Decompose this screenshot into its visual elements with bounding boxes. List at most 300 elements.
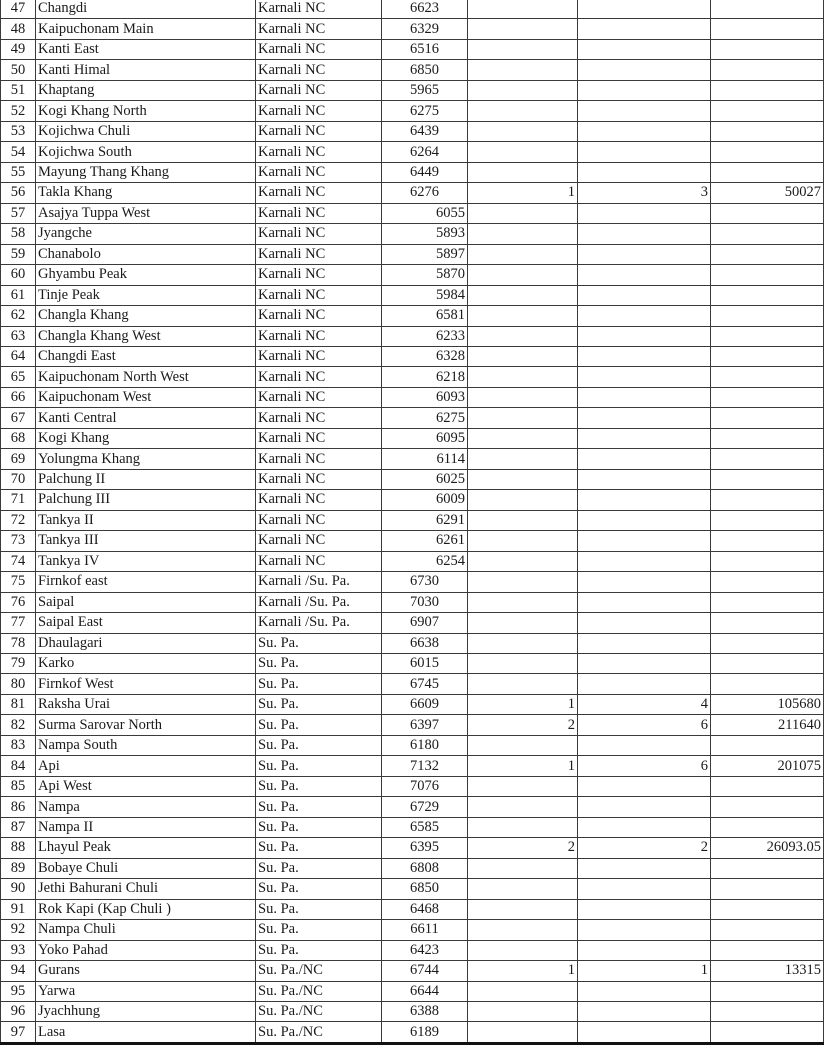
area-cell: Karnali /Su. Pa.: [256, 613, 382, 633]
peak-name-cell: Mayung Thang Khang: [36, 162, 256, 182]
row-number-cell: 65: [1, 367, 36, 387]
table-row: [1, 285, 824, 305]
member-count-cell: [578, 142, 711, 162]
member-count-cell: [578, 490, 711, 510]
area-cell: Su. Pa.: [256, 633, 382, 653]
area-cell: Karnali NC: [256, 203, 382, 223]
royalty-cell: 201075: [711, 756, 824, 776]
royalty-cell: [711, 306, 824, 326]
member-count-cell: [578, 776, 711, 796]
member-count-cell: [578, 162, 711, 182]
team-count-cell: [468, 346, 578, 366]
table-row: [1, 326, 824, 346]
peak-name-cell: Changdi: [36, 0, 256, 19]
row-number-cell: 51: [1, 80, 36, 100]
member-count-cell: [578, 19, 711, 39]
team-count-cell: [468, 797, 578, 817]
royalty-cell: [711, 981, 824, 1001]
royalty-cell: 105680: [711, 694, 824, 714]
area-cell: Su. Pa./NC: [256, 961, 382, 981]
member-count-cell: [578, 306, 711, 326]
royalty-cell: [711, 80, 824, 100]
peak-name-cell: Ghyambu Peak: [36, 265, 256, 285]
team-count-cell: 2: [468, 715, 578, 735]
member-count-cell: [578, 449, 711, 469]
row-number-cell: 63: [1, 326, 36, 346]
area-cell: Su. Pa.: [256, 879, 382, 899]
height-cell: 5965: [382, 80, 468, 100]
height-cell: 6623: [382, 0, 468, 19]
height-cell: 7030: [382, 592, 468, 612]
team-count-cell: [468, 633, 578, 653]
member-count-cell: [578, 367, 711, 387]
peak-name-cell: Kanti Himal: [36, 60, 256, 80]
peak-name-cell: Gurans: [36, 961, 256, 981]
member-count-cell: [578, 981, 711, 1001]
area-cell: Karnali NC: [256, 183, 382, 203]
royalty-cell: [711, 817, 824, 837]
peak-name-cell: Tankya III: [36, 531, 256, 551]
height-cell: 6729: [382, 797, 468, 817]
royalty-cell: 50027: [711, 183, 824, 203]
area-cell: Karnali NC: [256, 19, 382, 39]
table-row: [1, 879, 824, 899]
member-count-cell: [578, 346, 711, 366]
team-count-cell: [468, 326, 578, 346]
team-count-cell: [468, 572, 578, 592]
area-cell: Karnali NC: [256, 346, 382, 366]
table-row: [1, 592, 824, 612]
peak-name-cell: Nampa II: [36, 817, 256, 837]
table-row: [1, 1022, 824, 1043]
table-row: [1, 367, 824, 387]
height-cell: 6638: [382, 633, 468, 653]
row-number-cell: 70: [1, 469, 36, 489]
team-count-cell: [468, 60, 578, 80]
peak-name-cell: Jethi Bahurani Chuli: [36, 879, 256, 899]
height-cell: 5897: [382, 244, 468, 264]
team-count-cell: [468, 551, 578, 571]
member-count-cell: [578, 613, 711, 633]
area-cell: Su. Pa.: [256, 776, 382, 796]
team-count-cell: [468, 449, 578, 469]
area-cell: Karnali NC: [256, 60, 382, 80]
peak-name-cell: Nampa Chuli: [36, 920, 256, 940]
royalty-cell: [711, 654, 824, 674]
royalty-cell: [711, 387, 824, 407]
royalty-cell: [711, 39, 824, 59]
height-cell: 6009: [382, 490, 468, 510]
area-cell: Su. Pa.: [256, 735, 382, 755]
table-row: [1, 449, 824, 469]
royalty-cell: [711, 551, 824, 571]
area-cell: Karnali NC: [256, 285, 382, 305]
royalty-cell: 26093.05: [711, 838, 824, 858]
peak-name-cell: Saipal East: [36, 613, 256, 633]
table-row: [1, 1001, 824, 1021]
height-cell: 6745: [382, 674, 468, 694]
peak-name-cell: Palchung II: [36, 469, 256, 489]
team-count-cell: [468, 776, 578, 796]
team-count-cell: [468, 592, 578, 612]
member-count-cell: [578, 531, 711, 551]
area-cell: Su. Pa.: [256, 674, 382, 694]
height-cell: 6907: [382, 613, 468, 633]
height-cell: 6808: [382, 858, 468, 878]
row-number-cell: 89: [1, 858, 36, 878]
peak-name-cell: Takla Khang: [36, 183, 256, 203]
royalty-cell: [711, 449, 824, 469]
row-number-cell: 96: [1, 1001, 36, 1021]
row-number-cell: 52: [1, 101, 36, 121]
member-count-cell: [578, 899, 711, 919]
row-number-cell: 61: [1, 285, 36, 305]
height-cell: 6397: [382, 715, 468, 735]
area-cell: Karnali NC: [256, 162, 382, 182]
height-cell: 6744: [382, 961, 468, 981]
peak-name-cell: Kogi Khang: [36, 428, 256, 448]
table-row: [1, 776, 824, 796]
team-count-cell: [468, 940, 578, 960]
table-row: [1, 80, 824, 100]
area-cell: Su. Pa./NC: [256, 1001, 382, 1021]
team-count-cell: [468, 244, 578, 264]
row-number-cell: 77: [1, 613, 36, 633]
royalty-cell: 13315: [711, 961, 824, 981]
royalty-cell: [711, 592, 824, 612]
table-row: [1, 224, 824, 244]
area-cell: Karnali NC: [256, 142, 382, 162]
height-cell: 6328: [382, 346, 468, 366]
team-count-cell: [468, 121, 578, 141]
table-row: [1, 183, 824, 203]
height-cell: 6189: [382, 1022, 468, 1043]
royalty-cell: [711, 899, 824, 919]
table-row: [1, 613, 824, 633]
row-number-cell: 91: [1, 899, 36, 919]
peak-name-cell: Asajya Tuppa West: [36, 203, 256, 223]
peak-name-cell: Firnkof West: [36, 674, 256, 694]
area-cell: Karnali /Su. Pa.: [256, 572, 382, 592]
member-count-cell: 6: [578, 756, 711, 776]
team-count-cell: 1: [468, 756, 578, 776]
member-count-cell: 4: [578, 694, 711, 714]
row-number-cell: 59: [1, 244, 36, 264]
peak-name-cell: Kojichwa South: [36, 142, 256, 162]
area-cell: Karnali NC: [256, 428, 382, 448]
peak-name-cell: Jyachhung: [36, 1001, 256, 1021]
team-count-cell: [468, 39, 578, 59]
peak-name-cell: Kanti East: [36, 39, 256, 59]
row-number-cell: 87: [1, 817, 36, 837]
area-cell: Karnali NC: [256, 224, 382, 244]
area-cell: Karnali NC: [256, 121, 382, 141]
area-cell: Karnali NC: [256, 101, 382, 121]
member-count-cell: [578, 80, 711, 100]
table-row: [1, 60, 824, 80]
royalty-cell: [711, 510, 824, 530]
member-count-cell: [578, 469, 711, 489]
height-cell: 6423: [382, 940, 468, 960]
area-cell: Su. Pa.: [256, 756, 382, 776]
member-count-cell: [578, 674, 711, 694]
table-row: [1, 142, 824, 162]
area-cell: Su. Pa.: [256, 797, 382, 817]
row-number-cell: 81: [1, 694, 36, 714]
height-cell: 6395: [382, 838, 468, 858]
royalty-cell: [711, 674, 824, 694]
member-count-cell: [578, 39, 711, 59]
row-number-cell: 69: [1, 449, 36, 469]
row-number-cell: 82: [1, 715, 36, 735]
team-count-cell: [468, 981, 578, 1001]
table-row: [1, 920, 824, 940]
peak-name-cell: Raksha Urai: [36, 694, 256, 714]
member-count-cell: [578, 510, 711, 530]
team-count-cell: [468, 367, 578, 387]
height-cell: 7132: [382, 756, 468, 776]
member-count-cell: [578, 387, 711, 407]
row-number-cell: 72: [1, 510, 36, 530]
height-cell: 6264: [382, 142, 468, 162]
team-count-cell: [468, 469, 578, 489]
member-count-cell: [578, 920, 711, 940]
peak-name-cell: Bobaye Chuli: [36, 858, 256, 878]
row-number-cell: 56: [1, 183, 36, 203]
team-count-cell: [468, 142, 578, 162]
member-count-cell: [578, 1022, 711, 1043]
height-cell: 6254: [382, 551, 468, 571]
row-number-cell: 64: [1, 346, 36, 366]
peak-name-cell: Api West: [36, 776, 256, 796]
height-cell: 6261: [382, 531, 468, 551]
royalty-cell: [711, 326, 824, 346]
area-cell: Su. Pa.: [256, 817, 382, 837]
height-cell: 6233: [382, 326, 468, 346]
table-row: [1, 981, 824, 1001]
row-number-cell: 62: [1, 306, 36, 326]
peak-name-cell: Tankya II: [36, 510, 256, 530]
team-count-cell: 2: [468, 838, 578, 858]
height-cell: 6516: [382, 39, 468, 59]
team-count-cell: [468, 387, 578, 407]
peak-name-cell: Changdi East: [36, 346, 256, 366]
table-row: [1, 633, 824, 653]
royalty-cell: [711, 285, 824, 305]
table-row: [1, 572, 824, 592]
height-cell: 6114: [382, 449, 468, 469]
table-row: [1, 162, 824, 182]
row-number-cell: 57: [1, 203, 36, 223]
height-cell: 6055: [382, 203, 468, 223]
member-count-cell: 2: [578, 838, 711, 858]
peak-name-cell: Jyangche: [36, 224, 256, 244]
area-cell: Karnali NC: [256, 531, 382, 551]
member-count-cell: [578, 244, 711, 264]
peak-name-cell: Surma Sarovar North: [36, 715, 256, 735]
team-count-cell: [468, 817, 578, 837]
member-count-cell: [578, 326, 711, 346]
height-cell: 6850: [382, 879, 468, 899]
royalty-cell: 211640: [711, 715, 824, 735]
height-cell: 6439: [382, 121, 468, 141]
table-row: [1, 735, 824, 755]
height-cell: 6275: [382, 408, 468, 428]
table-row: [1, 101, 824, 121]
height-cell: 6329: [382, 19, 468, 39]
table-row: [1, 244, 824, 264]
row-number-cell: 83: [1, 735, 36, 755]
row-number-cell: 71: [1, 490, 36, 510]
member-count-cell: [578, 224, 711, 244]
team-count-cell: [468, 858, 578, 878]
table-row: [1, 694, 824, 714]
height-cell: 6291: [382, 510, 468, 530]
royalty-cell: [711, 613, 824, 633]
royalty-cell: [711, 469, 824, 489]
table-row: [1, 428, 824, 448]
member-count-cell: [578, 0, 711, 19]
royalty-cell: [711, 1022, 824, 1043]
team-count-cell: [468, 920, 578, 940]
table-row: [1, 408, 824, 428]
table-row: [1, 797, 824, 817]
row-number-cell: 47: [1, 0, 36, 19]
row-number-cell: 85: [1, 776, 36, 796]
peak-name-cell: Rok Kapi (Kap Chuli ): [36, 899, 256, 919]
table-row: [1, 838, 824, 858]
row-number-cell: 88: [1, 838, 36, 858]
peak-name-cell: Yarwa: [36, 981, 256, 1001]
height-cell: 6611: [382, 920, 468, 940]
height-cell: 6015: [382, 654, 468, 674]
row-number-cell: 79: [1, 654, 36, 674]
member-count-cell: [578, 633, 711, 653]
height-cell: 6025: [382, 469, 468, 489]
peak-name-cell: Lhayul Peak: [36, 838, 256, 858]
table-row: [1, 961, 824, 981]
peak-name-cell: Tankya IV: [36, 551, 256, 571]
royalty-cell: [711, 776, 824, 796]
royalty-cell: [711, 19, 824, 39]
table-row: [1, 0, 824, 19]
royalty-cell: [711, 531, 824, 551]
table-row: [1, 899, 824, 919]
member-count-cell: [578, 285, 711, 305]
row-number-cell: 48: [1, 19, 36, 39]
member-count-cell: [578, 551, 711, 571]
peak-name-cell: Tinje Peak: [36, 285, 256, 305]
team-count-cell: [468, 203, 578, 223]
row-number-cell: 58: [1, 224, 36, 244]
team-count-cell: [468, 735, 578, 755]
row-number-cell: 95: [1, 981, 36, 1001]
peak-name-cell: Yolungma Khang: [36, 449, 256, 469]
height-cell: 6449: [382, 162, 468, 182]
team-count-cell: [468, 224, 578, 244]
height-cell: 6585: [382, 817, 468, 837]
peak-name-cell: Api: [36, 756, 256, 776]
royalty-cell: [711, 367, 824, 387]
peak-name-cell: Kaipuchonam West: [36, 387, 256, 407]
member-count-cell: 1: [578, 961, 711, 981]
height-cell: 7076: [382, 776, 468, 796]
row-number-cell: 76: [1, 592, 36, 612]
peak-name-cell: Yoko Pahad: [36, 940, 256, 960]
area-cell: Su. Pa.: [256, 920, 382, 940]
peak-name-cell: Kaipuchonam Main: [36, 19, 256, 39]
team-count-cell: [468, 428, 578, 448]
royalty-cell: [711, 428, 824, 448]
area-cell: Karnali NC: [256, 408, 382, 428]
height-cell: 6180: [382, 735, 468, 755]
area-cell: Karnali NC: [256, 510, 382, 530]
area-cell: Karnali /Su. Pa.: [256, 592, 382, 612]
peak-name-cell: Saipal: [36, 592, 256, 612]
area-cell: Karnali NC: [256, 490, 382, 510]
table-row: [1, 858, 824, 878]
member-count-cell: [578, 428, 711, 448]
royalty-cell: [711, 121, 824, 141]
royalty-cell: [711, 346, 824, 366]
area-cell: Karnali NC: [256, 551, 382, 571]
royalty-cell: [711, 203, 824, 223]
peak-name-cell: Kanti Central: [36, 408, 256, 428]
row-number-cell: 97: [1, 1022, 36, 1043]
area-cell: Su. Pa./NC: [256, 1022, 382, 1043]
member-count-cell: [578, 121, 711, 141]
row-number-cell: 60: [1, 265, 36, 285]
row-number-cell: 86: [1, 797, 36, 817]
team-count-cell: [468, 490, 578, 510]
royalty-cell: [711, 940, 824, 960]
member-count-cell: [578, 940, 711, 960]
royalty-cell: [711, 490, 824, 510]
row-number-cell: 92: [1, 920, 36, 940]
area-cell: Karnali NC: [256, 80, 382, 100]
team-count-cell: [468, 510, 578, 530]
team-count-cell: [468, 101, 578, 121]
royalty-cell: [711, 735, 824, 755]
member-count-cell: [578, 735, 711, 755]
royalty-cell: [711, 0, 824, 19]
table-row: [1, 387, 824, 407]
member-count-cell: [578, 858, 711, 878]
member-count-cell: [578, 1001, 711, 1021]
member-count-cell: [578, 60, 711, 80]
royalty-cell: [711, 408, 824, 428]
member-count-cell: [578, 817, 711, 837]
peak-name-cell: Changla Khang: [36, 306, 256, 326]
height-cell: 5984: [382, 285, 468, 305]
row-number-cell: 73: [1, 531, 36, 551]
team-count-cell: [468, 879, 578, 899]
table-row: [1, 265, 824, 285]
team-count-cell: 1: [468, 961, 578, 981]
table-row: [1, 551, 824, 571]
royalty-cell: [711, 265, 824, 285]
team-count-cell: [468, 654, 578, 674]
table-row: [1, 121, 824, 141]
team-count-cell: 1: [468, 694, 578, 714]
team-count-cell: [468, 674, 578, 694]
member-count-cell: [578, 408, 711, 428]
area-cell: Karnali NC: [256, 0, 382, 19]
row-number-cell: 78: [1, 633, 36, 653]
row-number-cell: 74: [1, 551, 36, 571]
royalty-cell: [711, 224, 824, 244]
height-cell: 5870: [382, 265, 468, 285]
